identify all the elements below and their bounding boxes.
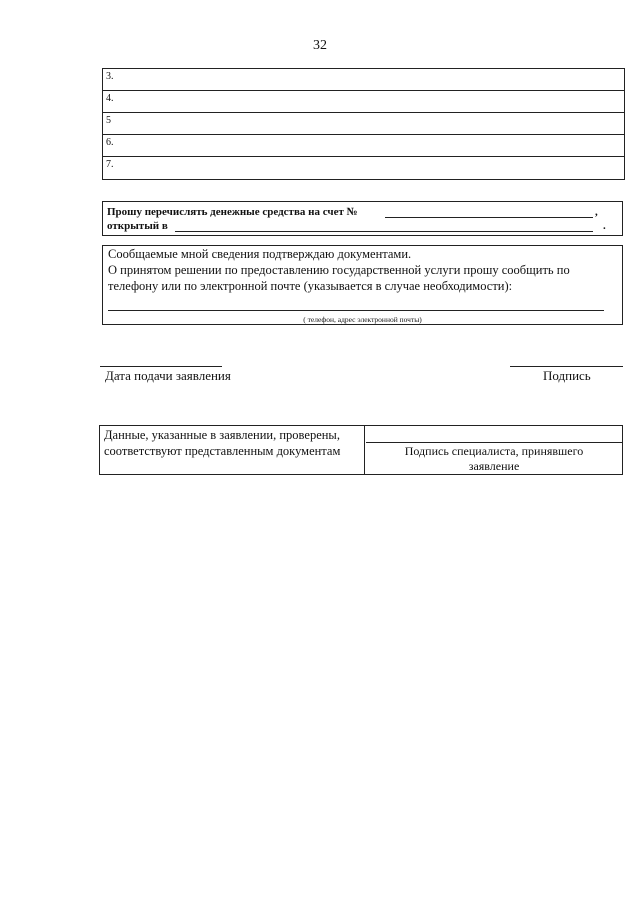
verification-line: Данные, указанные в заявлении, проверены, [104,428,340,442]
bank-name-field[interactable] [175,231,593,232]
page-number: 32 [313,38,327,53]
date-field[interactable] [100,366,222,367]
numbered-rows-table [102,68,625,180]
specialist-signature-caption: Подпись специалиста, принявшего заявление [404,444,584,473]
verification-line: соответствуют представленным документам [104,444,341,458]
specialist-signature-field[interactable] [366,426,622,443]
notification-text: О принятом решении по предоставлению государственной услуги прошу сообщить по [108,263,570,277]
table-row: 3. [103,69,624,91]
verification-table [99,425,623,475]
account-number-field[interactable] [385,217,593,218]
signature-field[interactable] [510,366,623,367]
table-row: 7. [106,159,114,170]
date-label: Дата подачи заявления [105,368,231,383]
table-row: 6. [103,135,624,157]
contact-field[interactable] [108,310,604,311]
account-comma: , [595,206,598,218]
confirmation-box [102,245,623,325]
bank-period: . [603,220,606,232]
table-row: 5 [103,113,624,135]
signature-label: Подпись [543,368,591,383]
notification-text-cont: телефону или по электронной почте (указывается в случае необходимости): [108,279,513,293]
confirmation-text: Сообщаемые мной сведения подтверждаю документами. [108,247,412,261]
bank-label: открытый в [107,220,168,232]
contact-hint: ( телефон, адрес электронной почты) [303,315,422,324]
account-label: Прошу перечислять денежные средства на счет № [107,206,358,218]
table-row: 4. [103,91,624,113]
verification-statement [100,426,365,474]
bank-transfer-box [102,201,623,236]
